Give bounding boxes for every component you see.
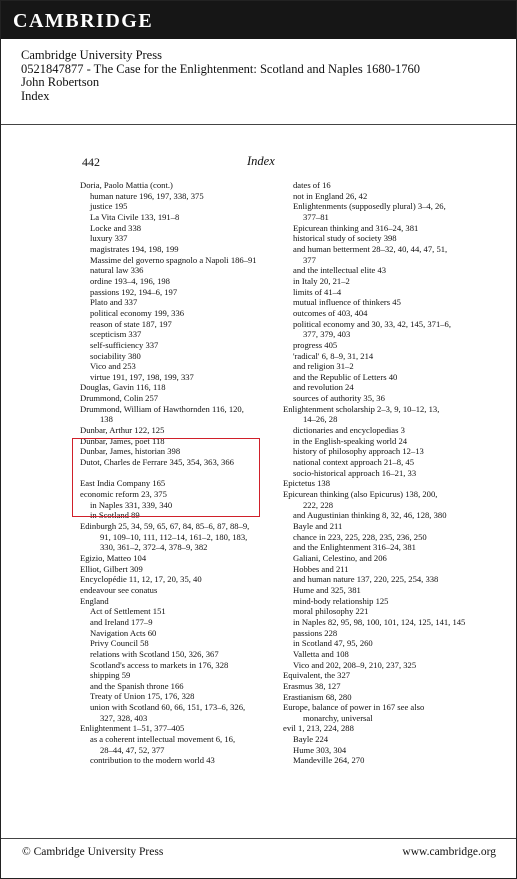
- index-entry: Vico and 202, 208–9, 210, 237, 325: [293, 659, 417, 670]
- index-entry: economic reform 23, 375: [80, 489, 167, 500]
- index-entry: scepticism 337: [90, 329, 142, 340]
- index-entry: Elliot, Gilbert 309: [80, 563, 143, 574]
- index-entry: Plato and 337: [90, 297, 138, 308]
- index-entry: Dunbar, James, historian 398: [80, 446, 181, 457]
- book-title: 0521847877 - The Case for the Enlightenment: Scotland and Naples 1680-1760: [21, 61, 420, 76]
- index-entry: evil 1, 213, 224, 288: [283, 723, 354, 734]
- index-entry: Bayle and 211: [293, 521, 343, 531]
- section-name: Index: [21, 88, 50, 103]
- index-entry: passions 228: [293, 627, 338, 638]
- page-title: Index: [247, 154, 275, 168]
- index-entry: political economy 199, 336: [90, 307, 185, 318]
- index-entry: reason of state 187, 197: [90, 318, 172, 329]
- index-entry: self-sufficiency 337: [90, 339, 159, 350]
- index-entry: Locke and 338: [90, 222, 142, 233]
- index-entry: political economy and 30, 33, 42, 145, 371–6,: [293, 318, 452, 329]
- index-entry: La Vita Civile 133, 191–8: [90, 211, 180, 222]
- index-entry: Drummond, Colin 257: [80, 393, 159, 404]
- index-entry: 377–81: [303, 211, 329, 222]
- index-entry: Hume 303, 304: [293, 744, 347, 755]
- index-entry: Encyclopédie 11, 12, 17, 20, 35, 40: [80, 574, 202, 585]
- index-entry: Drummond, William of Hawthornden 116, 120,: [80, 403, 244, 414]
- index-entry: not in England 26, 42: [293, 190, 368, 201]
- index-entry: Epictetus 138: [283, 478, 331, 489]
- index-entry: and the Republic of Letters 40: [293, 371, 398, 382]
- index-entry: limits of 41–4: [293, 286, 342, 297]
- index-entry: Dutot, Charles de Ferrare 345, 354, 363, 366: [80, 457, 234, 468]
- publisher-banner: [1, 1, 516, 39]
- index-entry: in Scotland 89: [90, 510, 140, 521]
- brand-logo: CAMBRIDGE: [13, 10, 154, 32]
- index-entry: Edinburgh 25, 34, 59, 65, 67, 84, 85–6, 87, 88–9,: [80, 520, 250, 531]
- index-entry: Doria, Paolo Mattia (cont.): [80, 180, 173, 190]
- index-entry: Bayle 224: [293, 734, 329, 745]
- page-number: 442: [82, 155, 100, 169]
- index-entry: Erastianism 68, 280: [283, 691, 352, 702]
- index-entry: Enlightenment scholarship 2–3, 9, 10–12, 13,: [283, 403, 440, 414]
- index-entry: and Ireland 177–9: [90, 616, 153, 627]
- index-entry: 377: [303, 254, 316, 265]
- index-entry: in the English-speaking world 24: [293, 435, 408, 446]
- index-entry: justice 195: [90, 201, 128, 212]
- index-entry: Europe, balance of power in 167 see also: [283, 702, 425, 713]
- index-entry: Vico and 253: [90, 361, 136, 372]
- index-entry: and the intellectual elite 43: [293, 265, 387, 276]
- index-entry: virtue 191, 197, 198, 199, 337: [90, 371, 194, 382]
- index-entry: progress 405: [293, 339, 338, 350]
- index-entry: chance in 223, 225, 228, 235, 236, 250: [293, 531, 427, 542]
- index-entry: magistrates 194, 198, 199: [90, 243, 179, 254]
- index-entry: outcomes of 403, 404: [293, 307, 368, 318]
- index-entry: relations with Scotland 150, 326, 367: [90, 648, 219, 659]
- index-entry: 91, 109–10, 111, 112–14, 161–2, 180, 183,: [100, 531, 248, 542]
- index-entry: moral philosophy 221: [293, 606, 369, 617]
- index-entry: Galiani, Celestino, and 206: [293, 552, 387, 563]
- index-entry: luxury 337: [90, 233, 128, 244]
- footer-website[interactable]: www.cambridge.org: [402, 846, 496, 858]
- index-entry: history of philosophy approach 12–13: [293, 446, 424, 457]
- footer-divider: [1, 838, 516, 839]
- index-entry: Dunbar, James, poet 118: [80, 435, 165, 446]
- index-entry: passions 192, 194–6, 197: [90, 286, 178, 297]
- index-entry: endeavour see conatus: [80, 584, 158, 595]
- index-entry: union with Scotland 60, 66, 151, 173–6, 326,: [90, 702, 246, 713]
- index-entry: and revolution 24: [293, 382, 354, 393]
- index-entry: and human betterment 28–32, 40, 44, 47, 51,: [293, 243, 448, 254]
- index-entry: Valletta and 108: [293, 648, 349, 659]
- index-entry: natural law 336: [90, 265, 144, 276]
- index-entry: shipping 59: [90, 670, 131, 681]
- author-name: John Robertson: [21, 75, 100, 89]
- index-entry: Erasmus 38, 127: [283, 680, 341, 691]
- index-entry: 327, 328, 403: [100, 712, 148, 723]
- footer-copyright: © Cambridge University Press: [22, 846, 164, 858]
- index-entry: Mandeville 264, 270: [293, 755, 365, 766]
- index-entry: Epicurean thinking (also Epicurus) 138, 200,: [283, 489, 438, 500]
- index-entry: 28–44, 47, 52, 377: [100, 744, 165, 755]
- index-entry: and the Spanish throne 166: [90, 680, 184, 691]
- index-entry: 330, 361–2, 372–4, 378–9, 382: [100, 542, 208, 553]
- index-entry: in Italy 20, 21–2: [293, 275, 350, 286]
- index-entry: monarchy, universal: [303, 712, 373, 723]
- index-entry: and Augustinian thinking 8, 32, 46, 128, 380: [293, 510, 447, 521]
- index-entry: Act of Settlement 151: [90, 606, 166, 617]
- index-entry: Privy Council 58: [90, 638, 149, 649]
- index-entry: historical study of society 398: [293, 233, 397, 244]
- index-entry: human nature 196, 197, 338, 375: [90, 190, 204, 201]
- index-entry: in Scotland 47, 95, 260: [293, 638, 373, 649]
- index-entry: mutual influence of thinkers 45: [293, 297, 401, 308]
- index-entry: and the Enlightenment 316–24, 381: [293, 542, 416, 553]
- index-entry: Scotland's access to markets in 176, 328: [90, 659, 229, 670]
- index-entry: Douglas, Gavin 116, 118: [80, 382, 166, 393]
- header-divider: [1, 124, 516, 125]
- index-entry: in Naples 82, 95, 98, 100, 101, 124, 125, 141, 145: [293, 616, 466, 627]
- index-entry: 14–26, 28: [303, 414, 338, 425]
- index-entry: socio-historical approach 16–21, 33: [293, 467, 417, 478]
- index-entry: sources of authority 35, 36: [293, 393, 385, 404]
- index-entry: ordine 193–4, 196, 198: [90, 275, 170, 286]
- index-entry: Hume and 325, 381: [293, 584, 361, 595]
- index-entry: Enlightenment 1–51, 377–405: [80, 723, 185, 734]
- index-entry: Enlightenments (supposedly plural) 3–4, 26,: [293, 201, 446, 212]
- index-column-right: [283, 180, 503, 766]
- index-entry: 222, 228: [303, 499, 334, 510]
- index-entry: dates of 16: [293, 180, 331, 190]
- index-entry: Equivalent, the 327: [283, 670, 351, 681]
- document-metadata: [21, 49, 420, 103]
- index-entry: Egizio, Matteo 104: [80, 552, 147, 563]
- index-entry: as a coherent intellectual movement 6, 16,: [90, 734, 236, 745]
- index-entry: Epicurean thinking and 316–24, 381: [293, 222, 419, 233]
- index-entry: mind-body relationship 125: [293, 595, 389, 606]
- index-entry: Dunbar, Arthur 122, 125: [80, 425, 165, 436]
- index-entry: England: [80, 595, 109, 606]
- index-entry: Massime del governo spagnolo a Napoli 186–91: [90, 254, 257, 265]
- index-entry: and religion 31–2: [293, 361, 354, 372]
- index-entry: dictionaries and encyclopedias 3: [293, 425, 405, 436]
- index-entry: contribution to the modern world 43: [90, 755, 215, 766]
- index-entry: 377, 379, 403: [303, 329, 351, 340]
- index-entry: Treaty of Union 175, 176, 328: [90, 691, 195, 702]
- index-entry: sociability 380: [90, 350, 141, 361]
- index-entry: in Naples 331, 339, 340: [90, 499, 173, 510]
- index-entry: and human nature 137, 220, 225, 254, 338: [293, 574, 439, 585]
- index-entry: Hobbes and 211: [293, 563, 349, 574]
- index-entry: East India Company 165: [80, 478, 166, 489]
- index-entry: 'radical' 6, 8–9, 31, 214: [293, 350, 374, 361]
- publisher-name: Cambridge University Press: [21, 48, 162, 62]
- highlight-box: [72, 435, 260, 517]
- index-entry: 138: [100, 414, 113, 425]
- index-entry: national context approach 21–8, 45: [293, 457, 414, 468]
- index-entry: Navigation Acts 60: [90, 627, 157, 638]
